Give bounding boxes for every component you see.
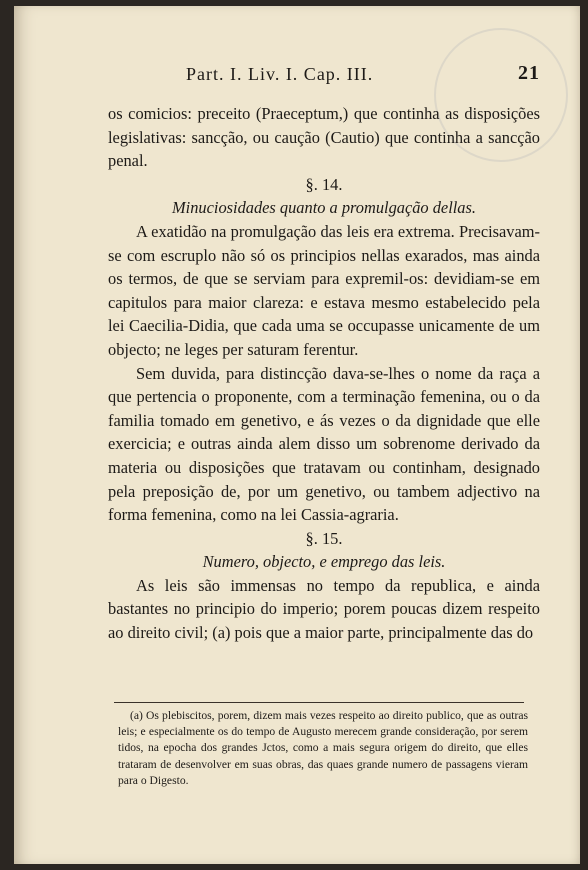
footnote-text: (a) Os plebiscitos, porem, dizem mais vezes respeito ao direito publico, que as outras leis; e especialmente os do tempo de Augusto merecem grande consideração, por serem tidos, na epocha dos grandes Jctos, como a mais segura origem do direito, que elles trataram de desenvolver em suas obras, das quaes grande numero de passagens vieram para o Digesto.	[118, 709, 528, 787]
section-15-title: Numero, objecto, e emprego das leis.	[202, 552, 446, 572]
section-14-number: §. 14.	[305, 174, 343, 194]
paragraph-naming: Sem duvida, para distincção dava-se-lhes o nome da raça a que pertencia o proponente, com a terminação femenina, ou o da familia tomado em genetivo, e ás vezes o da dignidade que elle exercicia; e outras ainda alem disso um sobrenome derivado da materia ou disposições que tratavam ou continham, designado pela preposição de, por um genetivo, ou tambem adjectivo na forma femenina, como na lei Cassia-agraria.	[108, 363, 540, 525]
body-text	[108, 102, 540, 645]
book-page	[14, 6, 580, 864]
paragraph-number-of-laws: As leis são immensas no tempo da republica, e ainda bastantes no principio do imperio; porem poucas dizem respeito ao direito civil; (a) pois que a maior parte, principalmente das do	[108, 575, 540, 643]
page-header	[106, 62, 540, 86]
running-title: Part. I. Liv. I. Cap. III.	[186, 64, 374, 84]
paragraph-promulgation: A exatidão na promulgação das leis era extrema. Precisavam-se com escruplo não só os principios nellas exarados, mas ainda os termos, de que se serviam para expremil-os: devidiam-se em capitulos para maior clareza: e estava mesmo estabelecido pela lei Caecilia-Didia, que cada uma se occupasse unicamente de um objecto; ne leges per saturam ferentur.	[108, 221, 540, 359]
footnote	[118, 708, 528, 789]
footnote-rule	[114, 702, 524, 703]
paragraph-intro: os comicios: preceito (Praeceptum,) que continha as disposições legislativas: sancção, ou caução (Cautio) que continha a sancção penal.	[108, 104, 540, 171]
page-number: 21	[518, 62, 540, 84]
section-14-title: Minuciosidades quanto a promulgação dellas.	[172, 198, 476, 218]
section-15-number: §. 15.	[305, 528, 343, 548]
